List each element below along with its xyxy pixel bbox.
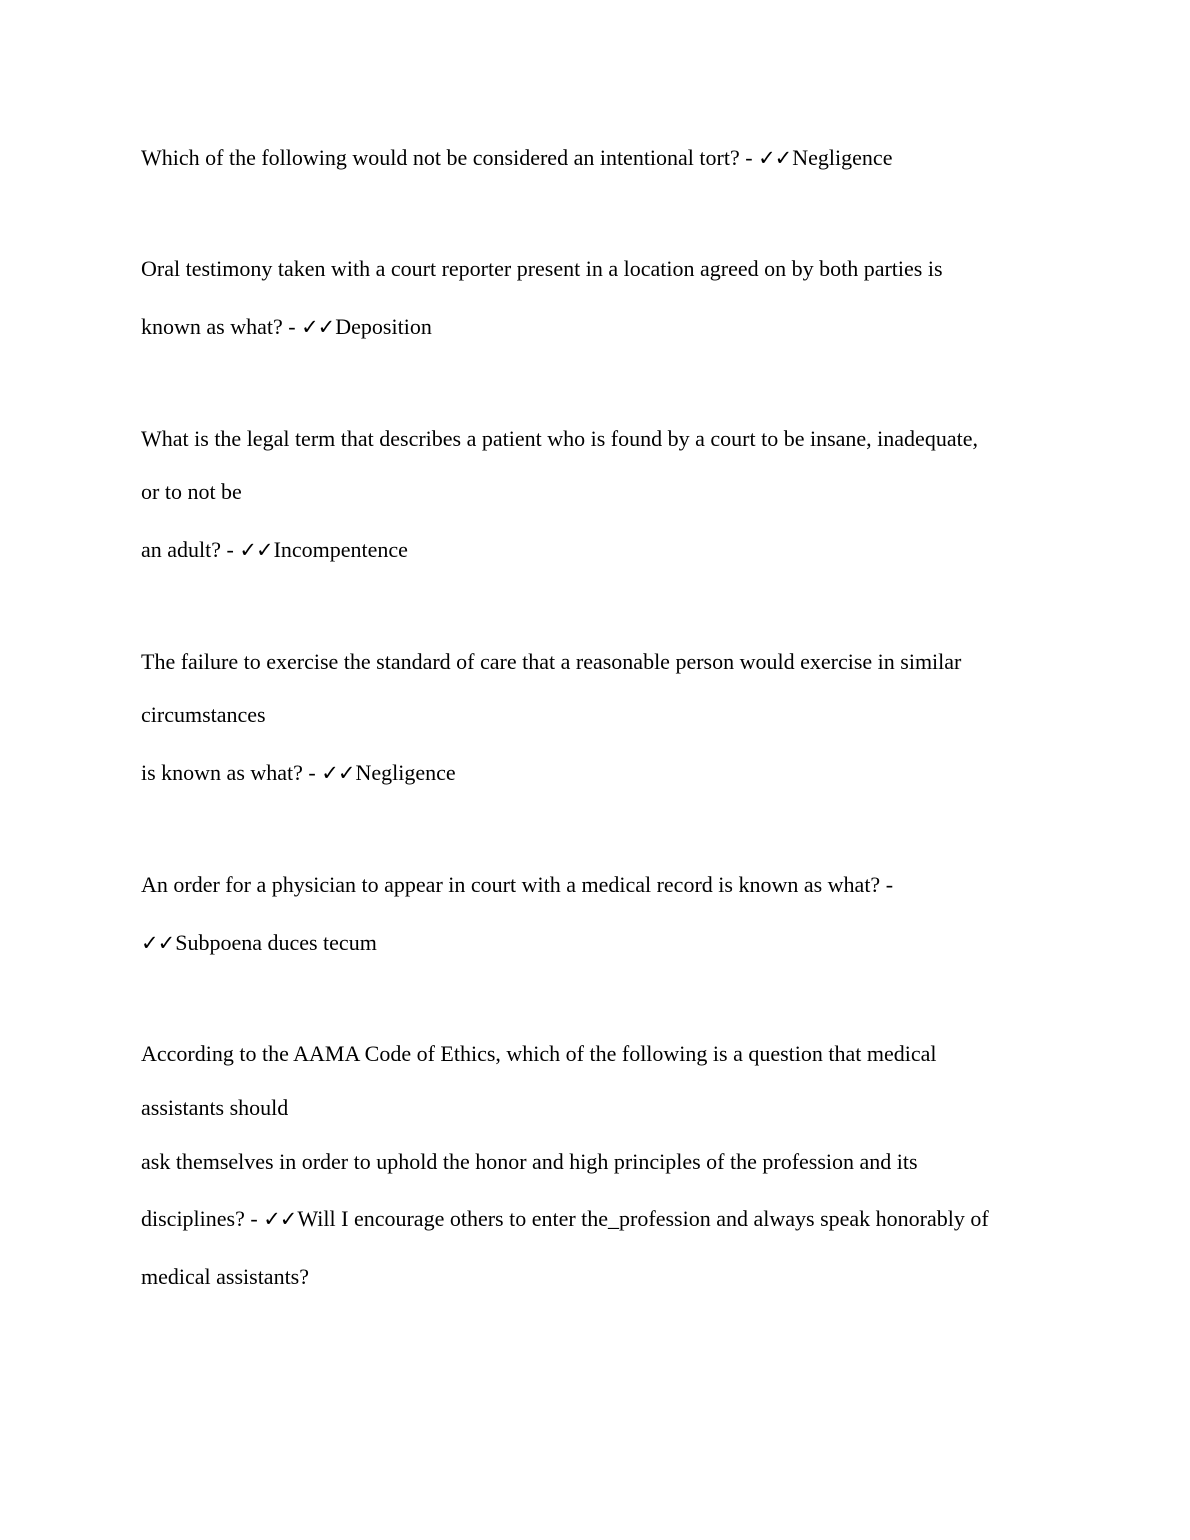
question-3-line-1: What is the legal term that describes a patient who is found by a court to be insane, inadequate, bbox=[141, 426, 978, 451]
question-3-line-3: an adult? - ✓✓Incompentence bbox=[141, 537, 408, 562]
answer-1: Negligence bbox=[792, 145, 893, 170]
answer-3: Incompentence bbox=[273, 537, 408, 562]
question-2-line-2: known as what? - ✓✓Deposition bbox=[141, 314, 432, 339]
question-5-line-1: An order for a physician to appear in court with a medical record is known as what? - bbox=[141, 872, 894, 897]
double-check-icon: ✓✓ bbox=[301, 315, 335, 339]
question-5-line-2 bbox=[141, 930, 377, 956]
question-6-line-4: disciplines? - ✓✓Will I encourage others to enter the_profession and always speak honorably of bbox=[141, 1206, 989, 1231]
question-4-line-3: is known as what? - ✓✓Negligence bbox=[141, 760, 456, 785]
question-2-line-1: Oral testimony taken with a court reporter present in a location agreed on by both parties is bbox=[141, 256, 943, 281]
question-6-line-2: assistants should bbox=[141, 1095, 289, 1120]
question-4-line-2: circumstances bbox=[141, 702, 266, 727]
answer-6: Will I encourage others to enter the_profession and always speak honorably of bbox=[297, 1206, 989, 1231]
double-check-icon: ✓✓ bbox=[263, 1207, 297, 1231]
double-check-icon: ✓✓ bbox=[321, 761, 355, 785]
double-check-icon: ✓✓ bbox=[141, 931, 175, 955]
question-6-line-3: ask themselves in order to uphold the honor and high principles of the profession and its bbox=[141, 1149, 918, 1174]
answer-5: Subpoena duces tecum bbox=[175, 930, 377, 955]
answer-2: Deposition bbox=[335, 314, 432, 339]
double-check-icon: ✓✓ bbox=[758, 146, 792, 170]
answer-6-continued: medical assistants? bbox=[141, 1264, 310, 1289]
answer-4: Negligence bbox=[355, 760, 456, 785]
question-3-line-2: or to not be bbox=[141, 479, 242, 504]
double-check-icon: ✓✓ bbox=[239, 538, 273, 562]
question-6-line-1: According to the AAMA Code of Ethics, which of the following is a question that medical bbox=[141, 1041, 937, 1066]
question-1-line-1: Which of the following would not be considered an intentional tort? - ✓✓Negligence bbox=[141, 145, 893, 170]
question-4-line-1: The failure to exercise the standard of care that a reasonable person would exercise in similar bbox=[141, 649, 962, 674]
